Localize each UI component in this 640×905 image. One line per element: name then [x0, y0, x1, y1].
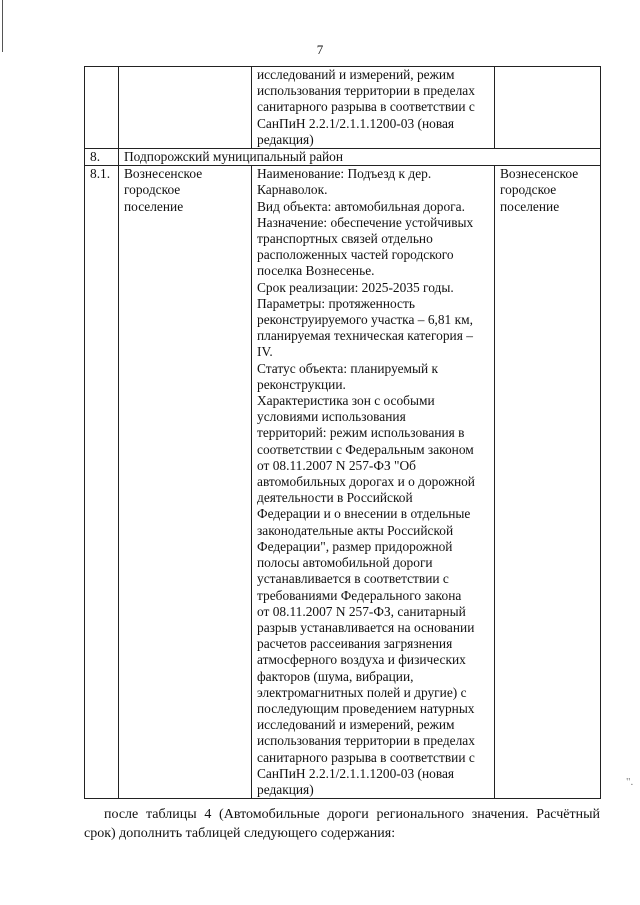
description-line: СанПиН 2.2.1/2.1.1.1200-03 (новая — [257, 765, 455, 781]
description-line: СанПиН 2.2.1/2.1.1.1200-03 (новая — [257, 115, 455, 131]
description-line: санитарного разрыва в соответствии с — [257, 99, 475, 115]
description-line: от 08.11.2007 N 257-ФЗ, санитарный — [257, 603, 466, 619]
description-line: реконструируемого участка – 6,81 км, — [257, 312, 473, 328]
description-line: электромагнитных полей и другие) с — [257, 684, 467, 700]
description-line: устанавливается в соответствии с — [257, 571, 449, 587]
item-description — [252, 166, 495, 799]
description-line: атмосферного воздуха и физических — [257, 652, 466, 668]
cell-settlement — [119, 67, 252, 149]
description-line: автомобильных дорогах и о дорожной — [257, 474, 475, 490]
cell-location — [495, 67, 601, 149]
paragraph-text: после таблицы 4 (Автомобильные дороги регионального значения. Расчётный срок) дополнить таблицей следующего содержания: — [84, 807, 600, 841]
objects-table — [84, 66, 601, 799]
location-line: Вознесенское — [500, 166, 579, 182]
description-line: Вид объекта: автомобильная дорога. — [257, 198, 465, 214]
description-line: редакция) — [257, 131, 314, 147]
description-line: факторов (шума, вибрации, — [257, 668, 414, 684]
description-line: условиями использования — [257, 409, 406, 425]
description-line: исследований и измерений, режим — [257, 717, 455, 733]
item-number: 8.1. — [85, 166, 119, 799]
description-line: от 08.11.2007 N 257-ФЗ "Об — [257, 457, 416, 473]
description-line: Статус объекта: планируемый к — [257, 360, 439, 376]
description-line: поселка Вознесенье. — [257, 263, 375, 279]
description-line: санитарного разрыва в соответствии с — [257, 749, 475, 765]
instruction-paragraph — [84, 805, 600, 843]
description-line: Федерации", размер придорожной — [257, 538, 453, 554]
description-line: расположенных частей городского — [257, 247, 454, 263]
description-line: редакция) — [257, 781, 314, 797]
cell-description — [252, 67, 495, 149]
description-line: последующим проведением натурных — [257, 700, 475, 716]
item-settlement — [119, 166, 252, 799]
description-line: разрыв устанавливается на основании — [257, 619, 475, 635]
table-row-item — [85, 166, 601, 799]
location-line: поселение — [500, 198, 560, 214]
description-line: расчетов рассеивания загрязнения — [257, 636, 453, 652]
description-line: деятельности в Российской — [257, 490, 413, 506]
page-number: 7 — [316, 42, 324, 57]
description-line: реконструкции. — [257, 376, 346, 392]
location-line: городское — [500, 182, 557, 198]
description-line: IV. — [257, 344, 273, 360]
description-line: Наименование: Подъезд к дер. — [257, 166, 432, 182]
description-line: требованиями Федерального закона — [257, 587, 462, 603]
description-line: Назначение: обеспечение устойчивых — [257, 214, 474, 230]
section-number: 8. — [85, 149, 119, 166]
description-line: территорий: режим использования в — [257, 425, 465, 441]
description-line: использования территории в пределах — [257, 83, 475, 99]
description-line: транспортных связей отдельно — [257, 231, 433, 247]
settlement-line: городское — [124, 182, 181, 198]
cell-number — [85, 67, 119, 149]
description-line: планируемая техническая категория – — [257, 328, 473, 344]
settlement-line: Вознесенское — [124, 166, 203, 182]
table-row-section — [85, 149, 601, 166]
description-line: Параметры: протяженность — [257, 295, 415, 311]
description-line: законодательные акты Российской — [257, 522, 454, 538]
item-location — [495, 166, 601, 799]
description-line: полосы автомобильной дороги — [257, 555, 433, 571]
description-line: Карнаволок. — [257, 182, 328, 198]
margin-mark: ". — [626, 776, 634, 788]
description-line: Характеристика зон с особыми — [257, 393, 435, 409]
table-row-continuation — [85, 67, 601, 149]
section-title: Подпорожский муниципальный район — [119, 149, 601, 166]
settlement-line: поселение — [124, 198, 184, 214]
description-line: Срок реализации: 2025-2035 годы. — [257, 279, 454, 295]
description-line: соответствии с Федеральным законом — [257, 441, 474, 457]
description-line: исследований и измерений, режим — [257, 67, 455, 82]
description-line: Федерации и о внесении в отдельные — [257, 506, 471, 522]
description-line: использования территории в пределах — [257, 733, 475, 749]
